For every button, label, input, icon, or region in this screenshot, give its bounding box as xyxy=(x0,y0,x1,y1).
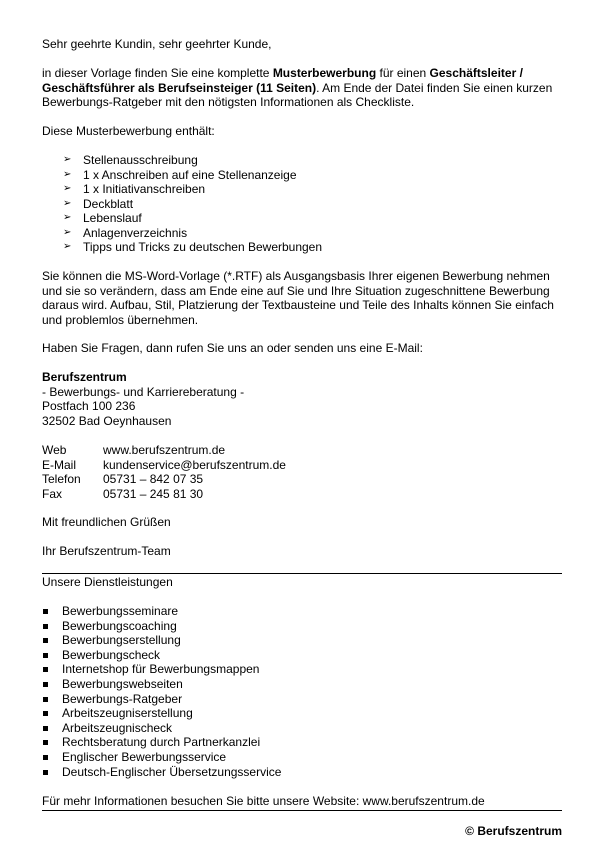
intro-bold-1: Musterbewerbung xyxy=(272,66,377,80)
company-postbox: Postfach 100 236 xyxy=(42,399,136,413)
contains-item-label: 1 x Initiativanschreiben xyxy=(83,182,206,196)
intro-paragraph xyxy=(42,66,562,110)
contains-item-label: Deckblatt xyxy=(83,196,134,211)
contains-list-item xyxy=(42,226,562,241)
contact-row xyxy=(42,458,562,473)
arrow-bullet-icon: ➢ xyxy=(63,197,72,209)
square-bullet-icon xyxy=(43,726,48,731)
square-bullet-icon xyxy=(43,697,48,702)
contains-item-label: Lebenslauf xyxy=(83,211,142,225)
services-list xyxy=(42,604,562,779)
contains-item-label: Anlagenverzeichnis xyxy=(83,225,188,240)
service-list-item xyxy=(42,706,562,721)
service-label: Englischer Bewerbungsservice xyxy=(62,749,227,764)
contact-value: kundenservice@berufszentrum.de xyxy=(103,457,286,472)
service-label: Rechtsberatung durch Partnerkanzlei xyxy=(62,735,261,750)
service-list-item xyxy=(42,721,562,736)
contact-label: Web xyxy=(42,443,67,457)
contact-label: Fax xyxy=(42,486,63,501)
square-bullet-icon xyxy=(43,624,48,629)
services-list-wrap xyxy=(42,604,562,779)
square-bullet-icon xyxy=(43,682,48,687)
intro-bold-2: Geschäftsleiter / Geschäftsführer als Berufseinsteiger (11 Seiten) xyxy=(42,66,523,95)
contact-label: Telefon xyxy=(42,472,81,486)
service-list-item xyxy=(42,619,562,634)
service-list-item xyxy=(42,677,562,692)
service-label: Bewerbungserstellung xyxy=(62,633,181,648)
top-divider xyxy=(42,573,562,574)
company-subtitle: - Bewerbungs- und Karriereberatung - xyxy=(42,384,245,399)
service-list-item xyxy=(42,765,562,780)
footer-text: Für mehr Informationen besuchen Sie bitte unsere Website: www.berufszentrum.de xyxy=(42,794,485,808)
arrow-bullet-icon: ➢ xyxy=(63,226,72,238)
square-bullet-icon xyxy=(43,638,48,643)
service-label: Bewerbungs-Ratgeber xyxy=(62,691,183,706)
service-list-item xyxy=(42,604,562,619)
service-list-item xyxy=(42,692,562,707)
bottom-divider xyxy=(42,810,562,811)
contains-item-label: Stellenausschreibung xyxy=(83,153,198,167)
square-bullet-icon xyxy=(43,740,48,745)
contact-block xyxy=(42,443,562,501)
questions-text: Haben Sie Fragen, dann rufen Sie uns an oder senden uns eine E-Mail: xyxy=(42,341,423,355)
contact-value: 05731 – 245 81 30 xyxy=(103,486,204,501)
service-label: Bewerbungsseminare xyxy=(62,604,179,618)
service-list-item xyxy=(42,633,562,648)
service-label: Arbeitszeugnischeck xyxy=(62,720,173,735)
service-list-item xyxy=(42,662,562,677)
closing-text: Mit freundlichen Grüßen xyxy=(42,515,171,529)
contact-row xyxy=(42,472,562,487)
contains-list-item xyxy=(42,197,562,212)
service-list-item xyxy=(42,648,562,663)
contains-list-item xyxy=(42,168,562,183)
greeting: Sehr geehrte Kundin, sehr geehrter Kunde, xyxy=(42,37,272,51)
company-name: Berufszentrum xyxy=(42,370,127,384)
arrow-bullet-icon: ➢ xyxy=(63,154,72,165)
company-address xyxy=(42,370,562,428)
intro-text-3: . Am Ende der Datei finden Sie einen kurzen Bewerbungs-Ratgeber mit den nötigsten Informationen als Checkliste. xyxy=(42,80,553,109)
signature-text: Ihr Berufszentrum-Team xyxy=(42,544,171,558)
square-bullet-icon xyxy=(43,609,48,614)
services-heading: Unsere Dienstleistungen xyxy=(42,575,173,589)
intro-text-1: in dieser Vorlage finden Sie eine komplette xyxy=(42,66,273,80)
arrow-bullet-icon: ➢ xyxy=(63,183,72,194)
service-label: Bewerbungscoaching xyxy=(62,618,177,633)
contains-list xyxy=(42,153,562,255)
arrow-bullet-icon: ➢ xyxy=(63,212,72,223)
contains-list-item xyxy=(42,182,562,197)
contains-list-item xyxy=(42,211,562,226)
square-bullet-icon xyxy=(43,667,48,672)
arrow-bullet-icon: ➢ xyxy=(63,168,72,180)
service-label: Internetshop für Bewerbungsmappen xyxy=(62,662,260,677)
copyright: © Berufszentrum xyxy=(465,824,562,838)
contact-row xyxy=(42,443,562,458)
service-label: Bewerbungscheck xyxy=(62,647,161,662)
contains-list-item xyxy=(42,153,562,168)
contact-value: 05731 – 842 07 35 xyxy=(103,472,204,486)
contains-list-item xyxy=(42,240,562,255)
contact-label: E-Mail xyxy=(42,457,77,472)
square-bullet-icon xyxy=(43,711,48,716)
contains-heading: Diese Musterbewerbung enthält: xyxy=(42,124,215,138)
square-bullet-icon xyxy=(43,653,48,658)
service-label: Deutsch-Englischer Übersetzungsservice xyxy=(62,764,282,779)
intro-text-2: für einen xyxy=(376,66,430,80)
square-bullet-icon xyxy=(43,770,48,775)
service-list-item xyxy=(42,750,562,765)
service-label: Arbeitszeugniserstellung xyxy=(62,706,193,721)
contact-value: www.berufszentrum.de xyxy=(103,443,226,457)
contains-item-label: 1 x Anschreiben auf eine Stellenanzeige xyxy=(83,167,297,182)
square-bullet-icon xyxy=(43,755,48,760)
contact-row xyxy=(42,487,562,502)
service-label: Bewerbungswebseiten xyxy=(62,676,183,691)
contains-list-wrap xyxy=(42,153,562,255)
arrow-bullet-icon: ➢ xyxy=(63,241,72,252)
usage-paragraph: Sie können die MS-Word-Vorlage (*.RTF) als Ausgangsbasis Ihrer eigenen Bewerbung nehmen und sie so verändern, dass am Ende eine auf Sie und Ihre Situation zugeschnittene Bewerbung daraus wird. Aufbau, Stil, Platzierung der Textbausteine und Teile des Inhalts können Sie einfach und problemlos übernehmen. xyxy=(42,269,554,327)
service-list-item xyxy=(42,735,562,750)
company-city: 32502 Bad Oeynhausen xyxy=(42,413,172,428)
contains-item-label: Tipps und Tricks zu deutschen Bewerbungen xyxy=(83,240,323,254)
